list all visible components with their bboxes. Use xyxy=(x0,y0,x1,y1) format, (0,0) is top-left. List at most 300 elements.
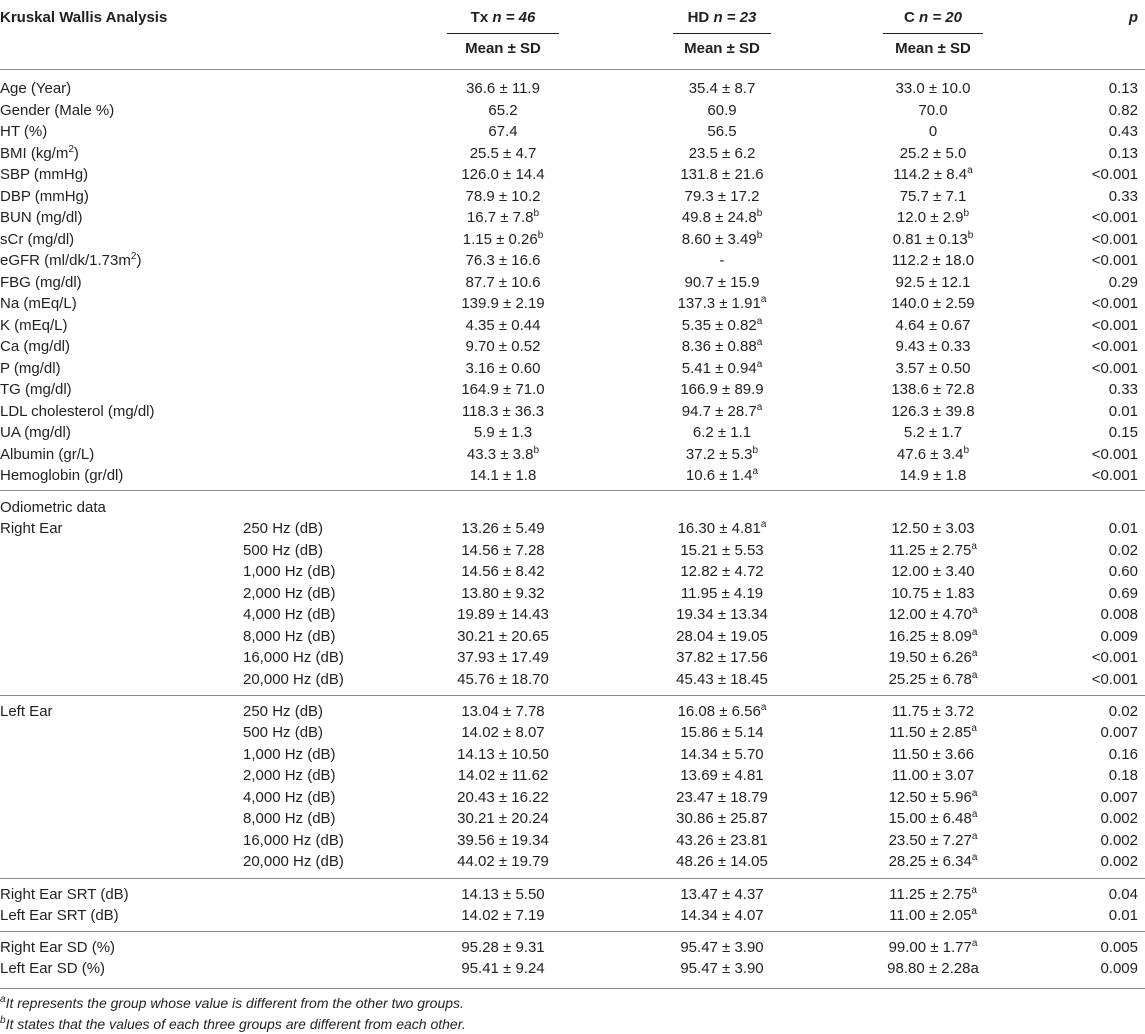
group-header-rule xyxy=(883,33,983,34)
value-cell-c xyxy=(929,121,937,143)
table-row xyxy=(0,401,1145,423)
cell-text: 4.64 ± 0.67 xyxy=(895,316,971,334)
cell-text: 12.82 ± 4.72 xyxy=(680,563,764,580)
value-cell-c xyxy=(889,851,978,873)
value-cell-c xyxy=(889,626,978,648)
table-row xyxy=(0,358,1145,380)
value-cell-tx xyxy=(457,808,549,830)
value-cell-tx xyxy=(463,229,544,251)
footnote-text: It states that the values of each three groups are different from each other. xyxy=(5,1016,466,1032)
cell-text: 12.50 ± 3.03 xyxy=(891,520,975,537)
cell-text: 98.80 ± 2.28a xyxy=(887,960,979,977)
value-cell-hd xyxy=(676,626,768,648)
value-cell-c xyxy=(892,765,974,787)
superscript-mark: b xyxy=(967,229,974,241)
superscript-mark: a xyxy=(971,626,978,638)
cell-text: 8.36 ± 0.88 xyxy=(681,338,757,355)
row-sublabel: 1,000 Hz (dB) xyxy=(243,745,336,763)
table-row xyxy=(0,905,1145,927)
cell-text: 20.43 ± 16.22 xyxy=(457,788,549,806)
value-cell-tx xyxy=(458,765,549,787)
p-value-cell: 0.82 xyxy=(1108,101,1138,119)
row-label xyxy=(0,78,71,100)
value-cell-tx xyxy=(461,379,544,401)
cell-text: 78.9 ± 10.2 xyxy=(465,187,541,205)
p-value-cell: 0.007 xyxy=(1100,724,1138,741)
value-cell-c xyxy=(889,540,977,562)
cell-text: 14.02 ± 11.62 xyxy=(457,767,549,784)
p-value-header: p xyxy=(1128,9,1138,26)
cell-text: 19.50 ± 6.26 xyxy=(888,649,972,666)
table-row xyxy=(0,787,1145,809)
value-cell-c xyxy=(889,787,978,809)
cell-text: 76.3 ± 16.6 xyxy=(465,252,541,269)
cell-text: 95.28 ± 9.31 xyxy=(461,938,545,956)
superscript-mark: a xyxy=(971,648,978,659)
cell-text: 16.7 ± 7.8 xyxy=(466,209,534,226)
cell-text: 112.2 ± 18.0 xyxy=(891,252,975,269)
row-label-text: Left Ear xyxy=(0,702,53,720)
value-cell-hd xyxy=(680,765,763,787)
row-label-text: Right Ear SD (%) xyxy=(0,938,116,956)
cell-text: 94.7 ± 28.7 xyxy=(681,402,757,420)
cell-text: 37.2 ± 5.3 xyxy=(685,445,753,463)
cell-text: 6.2 ± 1.1 xyxy=(692,424,752,441)
cell-text: 36.6 ± 11.9 xyxy=(466,80,540,97)
row-sublabel: 500 Hz (dB) xyxy=(243,724,324,741)
value-cell-tx xyxy=(461,540,544,562)
value-cell-hd xyxy=(680,561,763,583)
table-row xyxy=(0,722,1145,744)
cell-text: 15.21 ± 5.53 xyxy=(680,541,764,559)
value-cell-tx xyxy=(461,561,544,583)
table-row xyxy=(0,315,1145,337)
table-row xyxy=(0,444,1145,466)
table-row xyxy=(0,561,1145,583)
p-value-cell: 0.009 xyxy=(1100,627,1138,645)
value-cell-hd xyxy=(681,583,763,605)
cell-text: 11.75 ± 3.72 xyxy=(891,702,975,720)
row-label-text: Right Ear SRT (dB) xyxy=(0,885,129,903)
value-cell-tx xyxy=(470,465,537,487)
cell-text: 48.26 ± 14.05 xyxy=(676,853,768,870)
cell-text: 95.47 ± 3.90 xyxy=(680,960,764,977)
row-label-suffix: ) xyxy=(136,252,142,269)
row-label-text: SBP (mmHg) xyxy=(0,166,89,183)
cell-text: 45.76 ± 18.70 xyxy=(457,670,549,688)
p-value-cell: <0.001 xyxy=(1091,467,1138,484)
value-cell-hd xyxy=(693,422,751,444)
row-sublabel: 20,000 Hz (dB) xyxy=(243,670,344,688)
cell-text: 90.7 ± 15.9 xyxy=(684,273,760,291)
group-header-rule xyxy=(673,33,771,34)
row-sublabel: 8,000 Hz (dB) xyxy=(243,627,336,645)
cell-text: 28.25 ± 6.34 xyxy=(888,853,972,870)
p-value-cell: 0.43 xyxy=(1108,123,1138,140)
table-row xyxy=(0,669,1145,691)
cell-text: 35.4 ± 8.7 xyxy=(688,80,756,97)
value-cell-c xyxy=(900,186,967,208)
row-label-text: TG (mg/dl) xyxy=(0,381,72,398)
cell-text: 95.47 ± 3.90 xyxy=(680,938,764,956)
value-cell-c xyxy=(892,250,974,272)
cell-text: 9.70 ± 0.52 xyxy=(465,338,541,355)
value-cell-tx xyxy=(461,937,544,959)
value-cell-hd xyxy=(678,518,767,540)
value-cell-c xyxy=(889,722,977,744)
row-label xyxy=(0,164,88,186)
cell-text: 37.93 ± 17.49 xyxy=(457,649,549,666)
p-value-cell: 0.15 xyxy=(1108,424,1138,441)
value-cell-tx xyxy=(466,78,540,100)
row-label-text: FBG (mg/dl) xyxy=(0,273,82,291)
cell-text: 11.50 ± 3.66 xyxy=(891,745,975,763)
value-cell-hd xyxy=(682,229,763,251)
value-cell-c xyxy=(891,401,974,423)
table-bottom-rule xyxy=(0,988,1145,989)
row-label xyxy=(0,701,53,723)
value-cell-tx xyxy=(466,336,541,358)
cell-text: 13.80 ± 9.32 xyxy=(461,584,545,602)
cell-text: 11.25 ± 2.75 xyxy=(889,541,972,559)
value-cell-tx xyxy=(457,787,549,809)
cell-text: 131.8 ± 21.6 xyxy=(680,166,764,183)
cell-text: 56.5 xyxy=(707,123,737,140)
cell-text: 67.4 xyxy=(488,123,518,140)
row-label-text: BMI (kg/m xyxy=(0,144,69,162)
row-sublabel: 8,000 Hz (dB) xyxy=(243,810,336,827)
row-label xyxy=(0,336,70,358)
value-cell-c xyxy=(893,164,972,186)
cell-text: 43.26 ± 23.81 xyxy=(676,831,768,849)
value-cell-c xyxy=(889,604,978,626)
value-cell-c xyxy=(889,808,978,830)
p-value-cell: 0.01 xyxy=(1108,402,1138,420)
value-cell-hd xyxy=(682,401,763,423)
cell-text: 45.43 ± 18.45 xyxy=(676,670,768,688)
value-cell-hd xyxy=(676,830,768,852)
cell-text: 30.86 ± 25.87 xyxy=(676,810,768,827)
value-cell-c xyxy=(889,884,977,906)
value-cell-hd xyxy=(686,444,758,466)
p-value-cell: 0.009 xyxy=(1100,960,1138,977)
cell-text: 39.56 ± 19.34 xyxy=(457,831,549,849)
row-label xyxy=(0,143,79,165)
table-row xyxy=(0,100,1145,122)
table-row xyxy=(0,701,1145,723)
p-value-cell: 0.13 xyxy=(1108,80,1138,97)
value-cell-tx xyxy=(466,250,541,272)
value-cell-tx xyxy=(461,164,544,186)
section-rule xyxy=(0,878,1145,879)
row-label xyxy=(0,229,74,251)
row-label xyxy=(0,121,47,143)
cell-text: 8.60 ± 3.49 xyxy=(681,230,757,248)
p-value-cell: <0.001 xyxy=(1091,166,1138,183)
value-cell-tx xyxy=(457,744,549,766)
table-row xyxy=(0,272,1145,294)
cell-text: 0.81 ± 0.13 xyxy=(892,230,968,248)
value-cell-hd xyxy=(676,851,768,873)
value-cell-tx xyxy=(461,722,544,744)
cell-text: 9.43 ± 0.33 xyxy=(895,338,971,355)
row-sublabel: 2,000 Hz (dB) xyxy=(243,767,336,784)
row-label-text: K (mEq/L) xyxy=(0,316,68,334)
cell-text: 14.13 ± 10.50 xyxy=(457,745,549,763)
row-label-suffix: ) xyxy=(73,144,79,162)
value-cell-tx xyxy=(467,207,539,229)
value-cell-hd xyxy=(680,164,763,186)
cell-text: 33.0 ± 10.0 xyxy=(895,80,971,97)
value-cell-hd xyxy=(720,250,725,272)
p-value-cell: 0.18 xyxy=(1108,767,1138,784)
value-cell-hd xyxy=(680,722,763,744)
table-row xyxy=(0,250,1145,272)
row-label xyxy=(0,465,123,487)
cell-text: 15.86 ± 5.14 xyxy=(680,724,764,741)
cell-text: 139.9 ± 2.19 xyxy=(461,295,545,312)
cell-text: 79.3 ± 17.2 xyxy=(684,187,760,205)
value-cell-hd xyxy=(676,787,768,809)
cell-text: 5.41 ± 0.94 xyxy=(681,359,757,377)
table-row xyxy=(0,884,1145,906)
cell-text: 37.82 ± 17.56 xyxy=(676,649,768,666)
value-cell-c xyxy=(896,78,971,100)
row-label xyxy=(0,422,71,444)
group-n: n = 46 xyxy=(492,9,536,26)
row-label xyxy=(0,401,155,423)
cell-text: 13.26 ± 5.49 xyxy=(461,520,545,537)
table-title: Kruskal Wallis Analysis xyxy=(0,9,168,26)
cell-text: 16.30 ± 4.81 xyxy=(677,520,761,537)
cell-text: 19.89 ± 14.43 xyxy=(457,606,549,623)
superscript-mark: a xyxy=(971,723,977,734)
cell-text: 75.7 ± 7.1 xyxy=(899,187,967,205)
superscript-mark: b xyxy=(756,229,763,241)
superscript-mark: a xyxy=(971,809,978,820)
row-label-text: Na (mEq/L) xyxy=(0,295,77,312)
row-sublabel: 16,000 Hz (dB) xyxy=(243,649,344,666)
value-cell-tx xyxy=(461,884,544,906)
superscript-mark: a xyxy=(971,669,978,681)
value-cell-c xyxy=(900,143,967,165)
value-cell-hd xyxy=(680,937,763,959)
cell-text: 23.5 ± 6.2 xyxy=(688,144,756,162)
row-sublabel: 500 Hz (dB) xyxy=(243,541,324,559)
p-value-cell: <0.001 xyxy=(1091,209,1138,226)
superscript-mark: a xyxy=(971,540,977,552)
superscript-mark: b xyxy=(533,208,540,219)
value-cell-hd xyxy=(689,143,756,165)
p-value-cell: 0.60 xyxy=(1108,563,1138,580)
row-label-text: Ca (mg/dl) xyxy=(0,338,71,355)
group-name: Tx xyxy=(470,9,489,26)
value-cell-c xyxy=(889,937,978,959)
footnote-mark: b xyxy=(0,1015,6,1026)
row-label xyxy=(0,293,77,315)
cell-text: 30.21 ± 20.65 xyxy=(457,627,549,645)
cell-text: 140.0 ± 2.59 xyxy=(891,295,975,312)
stat-header: Mean ± SD xyxy=(895,40,971,57)
value-cell-hd xyxy=(685,272,760,294)
superscript-mark: b xyxy=(963,444,970,456)
cell-text: 0 xyxy=(928,123,938,140)
cell-text: 25.5 ± 4.7 xyxy=(469,144,537,162)
footnote-a xyxy=(0,995,464,1011)
row-label-text: HT (%) xyxy=(0,123,48,140)
cell-text: 16.25 ± 8.09 xyxy=(888,627,972,645)
value-cell-tx xyxy=(461,293,544,315)
value-cell-tx xyxy=(488,121,517,143)
p-value-cell: 0.005 xyxy=(1100,938,1138,956)
p-value-cell: <0.001 xyxy=(1091,295,1138,312)
table-row xyxy=(0,336,1145,358)
value-cell-tx xyxy=(461,958,544,980)
row-sublabel: 1,000 Hz (dB) xyxy=(243,563,336,580)
cell-text: 14.02 ± 8.07 xyxy=(461,724,545,741)
p-value-cell: 0.007 xyxy=(1100,788,1138,806)
cell-text: 25.2 ± 5.0 xyxy=(899,144,967,162)
p-value-cell: <0.001 xyxy=(1091,338,1138,355)
row-label-text: DBP (mmHg) xyxy=(0,187,89,205)
row-label xyxy=(0,315,68,337)
value-cell-hd xyxy=(680,379,763,401)
cell-text: 12.0 ± 2.9 xyxy=(896,209,964,226)
cell-text: 14.56 ± 7.28 xyxy=(461,541,545,559)
value-cell-tx xyxy=(466,358,541,380)
table-row xyxy=(0,540,1145,562)
value-cell-c xyxy=(889,647,978,669)
p-value-cell: 0.04 xyxy=(1108,885,1138,903)
cell-text: 11.95 ± 4.19 xyxy=(680,584,764,602)
p-value-cell: 0.008 xyxy=(1100,606,1138,623)
row-label xyxy=(0,207,83,229)
row-sublabel: 4,000 Hz (dB) xyxy=(243,788,336,806)
value-cell-c xyxy=(891,518,974,540)
value-cell-hd xyxy=(682,336,763,358)
table-row xyxy=(0,626,1145,648)
value-cell-c xyxy=(897,207,969,229)
table-row xyxy=(0,830,1145,852)
value-cell-hd xyxy=(707,121,736,143)
superscript-mark: a xyxy=(752,466,759,477)
cell-text: 5.35 ± 0.82 xyxy=(681,316,757,334)
value-cell-hd xyxy=(676,647,768,669)
cell-text: 12.50 ± 5.96 xyxy=(888,788,972,806)
table-row xyxy=(0,164,1145,186)
cell-text: 11.00 ± 3.07 xyxy=(891,767,975,784)
value-cell-c xyxy=(896,315,971,337)
row-label xyxy=(0,250,141,272)
p-value-cell: 0.002 xyxy=(1100,853,1138,870)
value-cell-hd xyxy=(676,604,768,626)
cell-text: 126.0 ± 14.4 xyxy=(461,166,545,183)
value-cell-tx xyxy=(470,143,537,165)
cell-text: 3.16 ± 0.60 xyxy=(465,359,541,377)
p-value-cell: <0.001 xyxy=(1091,230,1138,248)
label-superscript: 2 xyxy=(68,143,74,155)
value-cell-tx xyxy=(474,422,532,444)
p-value-cell: <0.001 xyxy=(1091,359,1138,377)
cell-text: 44.02 ± 19.79 xyxy=(457,853,549,870)
value-cell-c xyxy=(889,830,978,852)
row-label-text: Age (Year) xyxy=(0,80,72,97)
value-cell-hd xyxy=(685,186,760,208)
value-cell-c xyxy=(897,444,969,466)
cell-text: 60.9 xyxy=(707,101,737,119)
table-row xyxy=(0,958,1145,980)
row-label-text: Odiometric data xyxy=(0,498,106,516)
p-value-cell: 0.13 xyxy=(1108,144,1138,162)
value-cell-c xyxy=(892,701,974,723)
p-value-cell: 0.002 xyxy=(1100,831,1138,849)
superscript-mark: a xyxy=(971,787,978,799)
value-cell-hd xyxy=(676,669,768,691)
superscript-mark: b xyxy=(963,208,970,219)
table-row xyxy=(0,937,1145,959)
cell-text: 13.69 ± 4.81 xyxy=(680,767,764,784)
p-value-cell: <0.001 xyxy=(1091,252,1138,269)
cell-text: 16.08 ± 6.56 xyxy=(677,702,761,720)
value-cell-hd xyxy=(680,884,763,906)
cell-text: 28.04 ± 19.05 xyxy=(676,627,768,645)
cell-text: 14.56 ± 8.42 xyxy=(461,563,545,580)
cell-text: 114.2 ± 8.4 xyxy=(893,166,968,183)
row-label xyxy=(0,884,129,906)
superscript-mark: b xyxy=(537,229,544,241)
cell-text: 25.25 ± 6.78 xyxy=(888,670,972,688)
row-label xyxy=(0,186,89,208)
value-cell-c xyxy=(891,293,974,315)
p-value-cell: 0.02 xyxy=(1108,702,1138,720)
superscript-mark: b xyxy=(756,208,763,219)
group-n: n = 20 xyxy=(919,9,962,26)
row-label-text: UA (mg/dl) xyxy=(0,424,71,441)
table-row xyxy=(0,808,1145,830)
value-cell-hd xyxy=(682,315,763,337)
row-sublabel: 2,000 Hz (dB) xyxy=(243,584,336,602)
p-value-cell: <0.001 xyxy=(1091,649,1138,666)
cell-text: 87.7 ± 10.6 xyxy=(465,273,541,291)
row-label xyxy=(0,444,94,466)
cell-text: - xyxy=(719,252,725,269)
row-label xyxy=(0,518,63,540)
row-label-text: Right Ear xyxy=(0,520,63,537)
cell-text: 49.8 ± 24.8 xyxy=(681,209,757,226)
table-row xyxy=(0,293,1145,315)
section-rule xyxy=(0,69,1145,70)
value-cell-hd xyxy=(676,808,768,830)
value-cell-hd xyxy=(707,100,736,122)
value-cell-tx xyxy=(457,647,549,669)
cell-text: 11.00 ± 2.05 xyxy=(889,907,972,924)
cell-text: 14.34 ± 4.07 xyxy=(680,907,764,924)
cell-text: 137.3 ± 1.91 xyxy=(677,295,761,312)
group-header-c xyxy=(904,9,962,26)
value-cell-tx xyxy=(466,186,541,208)
row-label-text: BUN (mg/dl) xyxy=(0,209,83,226)
group-header-hd xyxy=(688,9,757,26)
row-label xyxy=(0,358,61,380)
value-cell-hd xyxy=(678,701,767,723)
p-value-cell: 0.16 xyxy=(1108,745,1138,763)
cell-text: 1.15 ± 0.26 xyxy=(462,230,538,248)
row-label-text: Hemoglobin (gr/dl) xyxy=(0,467,124,484)
table-row xyxy=(0,121,1145,143)
value-cell-hd xyxy=(680,958,763,980)
cell-text: 13.47 ± 4.37 xyxy=(680,885,764,903)
table-row xyxy=(0,604,1145,626)
